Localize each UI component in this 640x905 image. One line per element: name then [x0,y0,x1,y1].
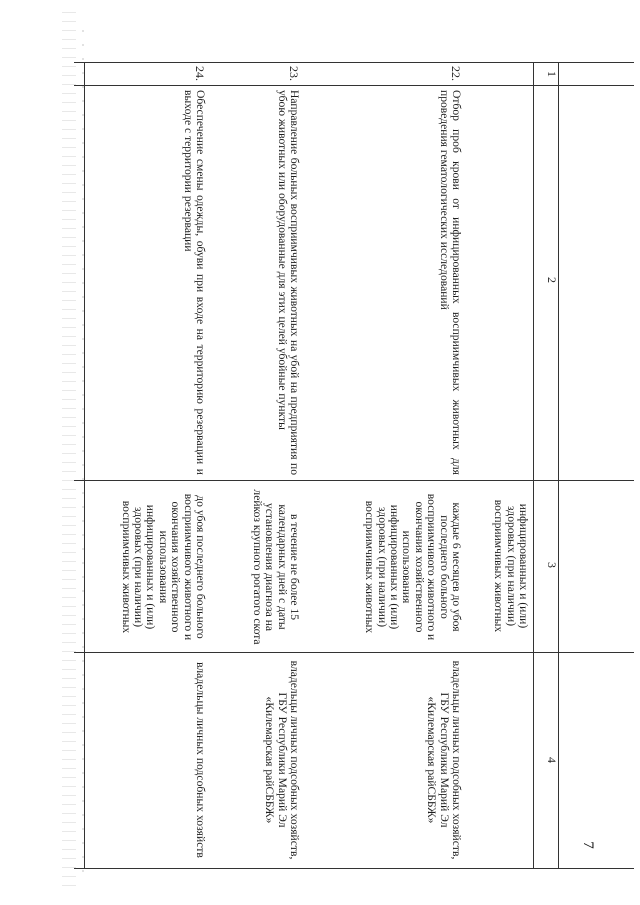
table-rule [74,85,634,86]
row-23-responsible: владельцы личных подсобных хозяйств, ГБУ Республики Марий Эл «Килемарская райСББЖ» [263,660,301,860]
header-col-4: 4 [545,757,559,763]
row-24-measure: Обеспечение смены одежды, обуви при входе на территорию резервации и выходе с территории резервации [181,90,207,475]
row-23-number: 23. [287,66,301,81]
table-rule [74,868,634,869]
row-24-deadline: до убоя последнего больного восприимчивого животного и окончания хозяйственного использования инфицированных и (или) здоровых (при наличии) восприимчивых животных [119,493,207,641]
row-22-measure: Отбор проб крови от инфицированных восприимчивых животных для проведения гематологических исследований [437,90,463,475]
carryover-deadline: инфицированных и (или) здоровых (при наличии) восприимчивых животных [492,499,530,633]
row-22-number: 22. [449,66,463,81]
table-rule [74,480,634,481]
row-23-measure: Направление больных восприимчивых животных на убой на предприятия по убою животных или оборудованные для этих целей убойные пункты [275,90,301,475]
row-22-responsible: владельцы личных подсобных хозяйств, ГБУ Республики Марий Эл «Килемарская райСББЖ» [425,660,463,860]
table-rule [74,62,634,63]
header-col-2: 2 [545,277,559,283]
row-22-deadline: каждые 6 месяцев до убоя последнего больного восприимчивого животного и окончания хозяйственного использования инфицированных и (или) здоровых (при наличии) восприимчивых животных [363,493,463,641]
table-rule [558,62,559,868]
table-rule [84,62,85,868]
scan-artifact [62,12,76,892]
row-24-responsible: владельцы личных подсобных хозяйств [194,662,207,858]
row-24-number: 24. [193,66,207,81]
header-col-3: 3 [545,562,559,568]
header-col-1: 1 [545,71,559,77]
page-number: 7 [580,841,596,849]
row-23-deadline: в течение не более 15 календарных дней с даты установления диагноза на лейкоз крупного рогатого скота [250,489,301,645]
table-rule [533,62,534,868]
table-rule [74,652,634,653]
